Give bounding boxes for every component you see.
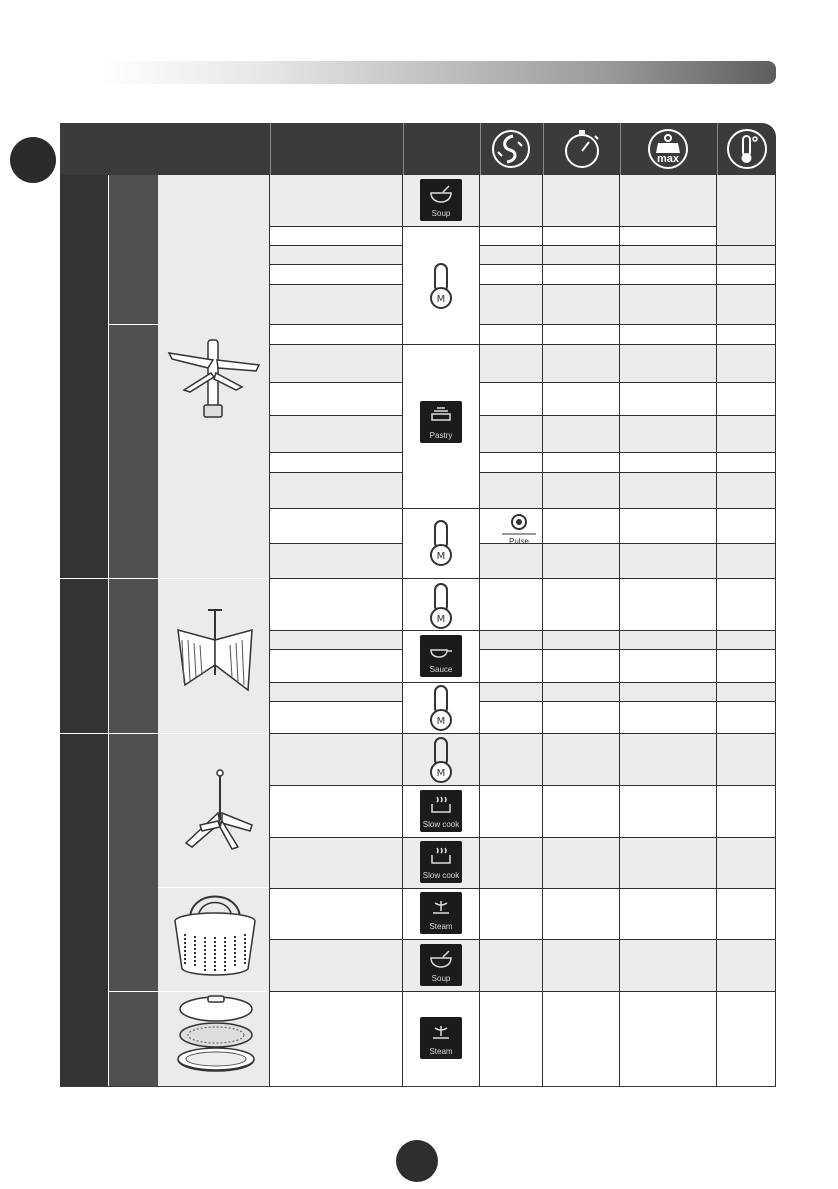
row-line <box>270 344 775 345</box>
soup-program-icon <box>420 179 462 221</box>
svg-text:M: M <box>436 716 446 727</box>
header-separator <box>717 123 718 175</box>
manual-thermometer-icon <box>426 261 456 311</box>
row-line <box>270 649 403 650</box>
column-line <box>775 175 776 1086</box>
row-line <box>480 245 775 246</box>
row-shade <box>270 543 776 579</box>
row-line <box>480 472 775 473</box>
row-line <box>270 543 403 544</box>
row-line <box>480 324 775 325</box>
section-tab-circle <box>10 137 56 183</box>
slow-cook-label: Slow cook <box>422 820 460 829</box>
sauce-program-icon <box>420 635 462 677</box>
whisk-illustration <box>170 605 260 695</box>
row-shade <box>270 284 776 324</box>
row-line <box>270 701 403 702</box>
steam-basket-illustration <box>170 889 260 989</box>
row-shade <box>270 175 776 226</box>
max-weight-icon <box>645 128 691 170</box>
steam-program-icon <box>420 1017 462 1059</box>
table-body <box>60 175 776 1087</box>
temp-merged-cell <box>717 175 775 245</box>
steamer-set-illustration <box>168 993 264 1085</box>
svg-text:M: M <box>436 614 446 625</box>
pastry-label: Pastry <box>429 431 453 440</box>
header-separator <box>480 123 481 175</box>
category-band <box>60 175 108 1086</box>
row-line <box>270 888 775 889</box>
row-line <box>270 284 403 285</box>
row-shade <box>270 245 776 264</box>
manual-thermometer-icon <box>426 683 456 733</box>
steam-label: Steam <box>429 922 453 931</box>
row-line <box>270 630 775 631</box>
subcategory-band <box>108 175 158 1086</box>
row-line <box>270 382 403 383</box>
sauce-label: Sauce <box>429 665 453 674</box>
row-line <box>480 284 775 285</box>
row-line <box>270 578 775 579</box>
band-divider <box>60 578 158 579</box>
knife-blade-illustration <box>164 335 264 425</box>
row-line <box>270 733 775 734</box>
row-line <box>270 324 403 325</box>
mixer-blade-illustration <box>178 765 258 855</box>
row-shade <box>270 630 776 649</box>
pulse-icon <box>496 512 542 546</box>
row-line <box>270 508 775 509</box>
row-line <box>270 682 775 683</box>
slow-cook-program-icon <box>420 790 462 832</box>
row-line <box>270 226 716 227</box>
row-shade <box>270 939 776 991</box>
row-line <box>480 452 775 453</box>
row-line <box>270 785 775 786</box>
slow-cook-program-icon <box>420 841 462 883</box>
row-line <box>480 415 775 416</box>
row-line <box>270 991 775 992</box>
row-shade <box>270 837 776 888</box>
band-divider <box>60 733 158 734</box>
row-shade <box>270 733 776 785</box>
row-shade <box>270 682 776 701</box>
row-line <box>270 472 403 473</box>
row-line <box>480 382 775 383</box>
recipe-table <box>60 123 776 1086</box>
timer-icon <box>559 128 605 170</box>
soup-label: Soup <box>431 974 451 983</box>
max-label: max <box>656 153 680 165</box>
pastry-program-icon <box>420 401 462 443</box>
header-separator <box>270 123 271 175</box>
svg-text:M: M <box>436 294 446 305</box>
row-shade <box>270 415 776 452</box>
steam-label: Steam <box>429 1047 453 1056</box>
soup-program-icon <box>420 944 462 986</box>
steam-program-icon <box>420 892 462 934</box>
row-line <box>270 245 403 246</box>
row-shade <box>270 344 776 382</box>
header-separator <box>403 123 404 175</box>
row-line <box>270 264 403 265</box>
row-line <box>480 264 775 265</box>
header-separator <box>543 123 544 175</box>
row-line <box>270 415 403 416</box>
band-divider <box>108 324 158 325</box>
slow-cook-label: Slow cook <box>422 871 460 880</box>
speed-icon <box>488 128 534 170</box>
header-gradient-bar <box>100 61 776 84</box>
row-line <box>270 939 775 940</box>
row-shade <box>270 472 776 508</box>
pulse-label: Pulse <box>508 537 529 546</box>
manual-thermometer-icon <box>426 581 456 631</box>
band-divider <box>108 991 158 992</box>
manual-thermometer-icon <box>426 735 456 785</box>
row-line <box>480 649 775 650</box>
band-divider <box>108 175 109 1086</box>
row-line <box>270 452 403 453</box>
table-header <box>60 123 776 175</box>
soup-label: Soup <box>431 209 451 218</box>
manual-thermometer-icon <box>426 518 456 568</box>
svg-text:M: M <box>436 551 446 562</box>
svg-text:M: M <box>436 768 446 779</box>
temperature-icon <box>724 128 770 170</box>
page-number-circle <box>396 1140 438 1182</box>
row-line <box>480 701 775 702</box>
header-separator <box>620 123 621 175</box>
row-line <box>270 837 775 838</box>
